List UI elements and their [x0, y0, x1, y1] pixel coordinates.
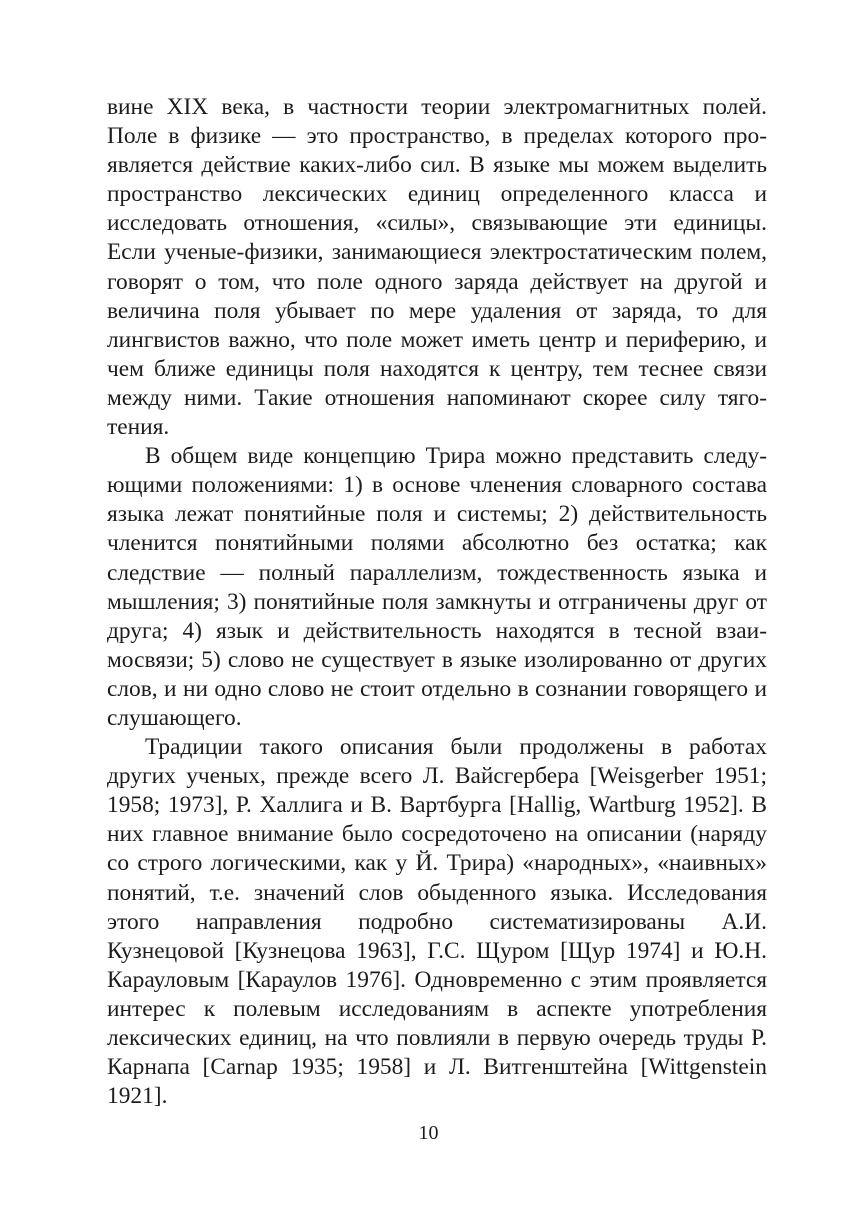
paragraph-traditions: Традиции такого описания были продолжены в работах других ученых, прежде всего Л. Вайсгербера [Weisgerber 1951; 1958; 1973], Р. Халлига и В. Вартбурга [Hallig, Wartburg 1952]. В них главное внимание было сосредоточено на описании (наряду со строго логическими, как у Й. Трира) «народных», «наивных» понятий, т.е. значений слов обыденного языка. Исследования этого направления подробно систематизированы А.И. Кузнецовой [Кузнецова 1963], Г.С. Щуром [Щур 1974] и Ю.Н. Карауловым [Караулов 1976]. Одновременно с этим проявляется интерес к полевым исследованиям в аспекте употребления лексических единиц, на что повлияли в первую очередь труды Р. Карнапа [Carnap 1935; 1958] и Л. Витгенштейна [Wittgenstein 1921]. — [107, 734, 767, 1110]
page-number: 10 — [418, 1122, 439, 1144]
body-text — [107, 93, 767, 1111]
paragraph-continuation: вине XIX века, в частности теории электромагнитных полей. Поле в физике — это пространство, в пределах которого проявляется действие каких-либо сил. В языке мы можем выделить пространство лексических единиц определенного класса и исследовать отношения, «силы», связывающие эти единицы. Если ученые-физики, занимающиеся электростатическим полем, говорят о том, что поле одного заряда действует на другой и величина поля убывает по мере удаления от заряда, то для лингвистов важно, что поле может иметь центр и периферию, и чем ближе единицы поля находятся к центру, тем теснее связи между ними. Такие отношения напоминают скорее силу тяготения. — [107, 94, 767, 441]
paragraph-trier-concept: В общем виде концепцию Трира можно представить следующими положениями: 1) в основе членения словарного состава языка лежат понятийные поля и системы; 2) действительность членится понятийными полями абсолютно без остатка; как следствие — полный параллелизм, тождественность языка и мышления; 3) понятийные поля замкнуты и отграничены друг от друга; 4) язык и действительность находятся в тесной взаимосвязи; 5) слово не существует в языке изолированно от других слов, и ни одно слово не стоит отдельно в сознании говорящего и слушающего. — [107, 443, 767, 731]
